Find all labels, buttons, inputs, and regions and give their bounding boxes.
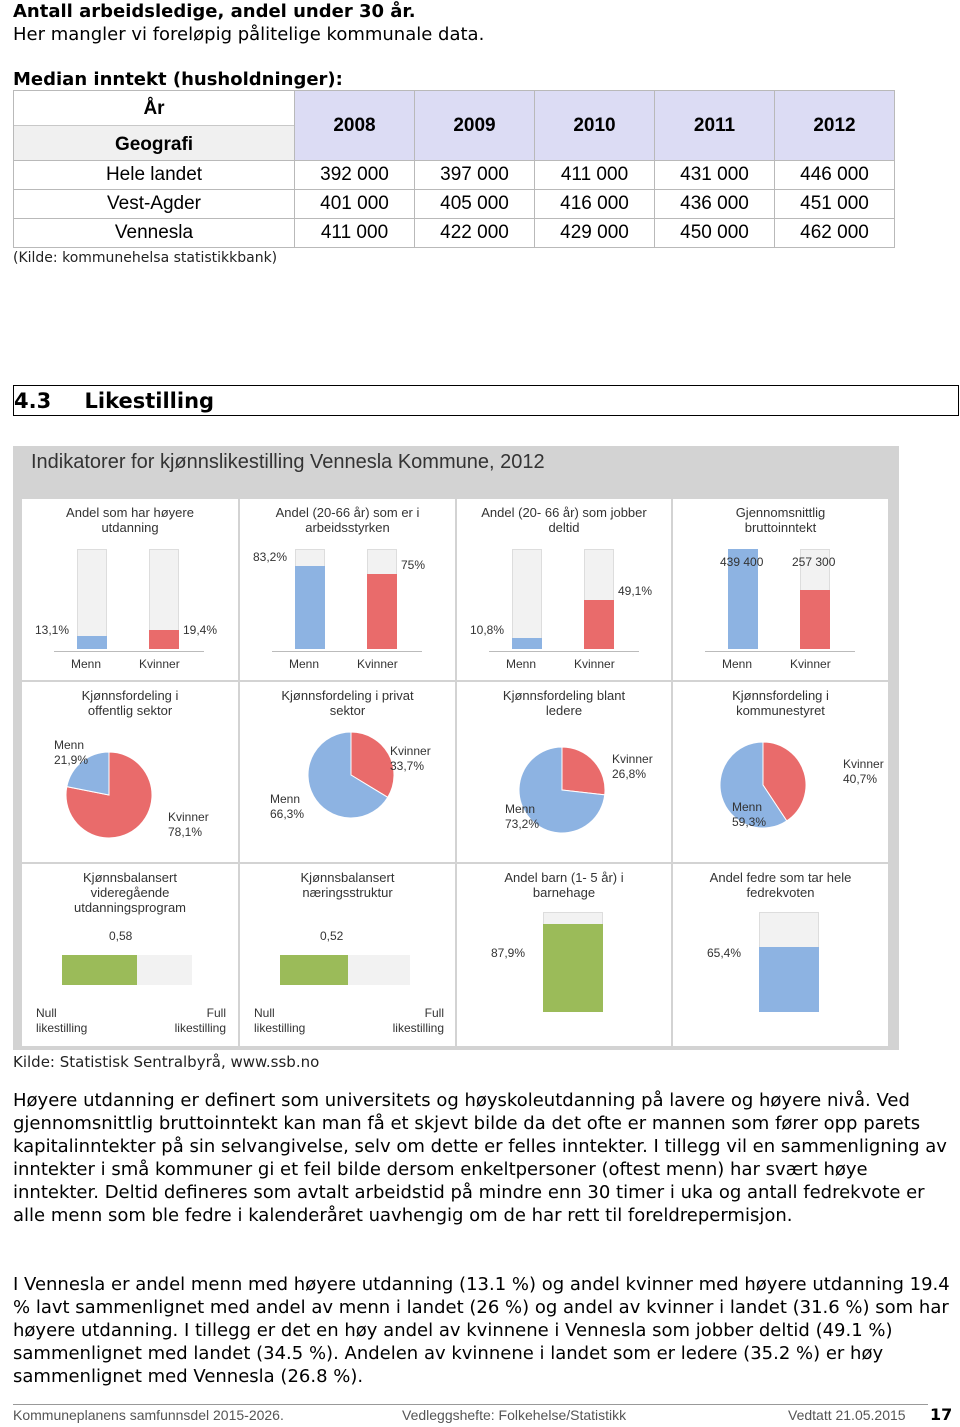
- indicator-cell: [22, 864, 238, 1046]
- table-cell: 392 000: [295, 161, 415, 190]
- bar-background: [512, 549, 542, 649]
- data-label: 13,1%: [35, 623, 70, 637]
- year-2008: 2008: [295, 91, 415, 161]
- table-cell: 431 000: [655, 161, 775, 190]
- bar-kvinner: [800, 590, 830, 649]
- table-cell: 416 000: [535, 190, 655, 219]
- x-label-kvinner: Kvinner: [357, 657, 398, 671]
- pie-value-kvinner: 40,7%: [843, 772, 878, 786]
- bar-menn: [512, 638, 542, 649]
- note-no-data: Her mangler vi foreløpig pålitelige kommunale data.: [13, 24, 485, 45]
- scale-high-label: Full likestilling: [174, 1006, 226, 1035]
- footer-rule: [13, 1404, 928, 1405]
- indicator-title: Kjønnsfordeling blant ledere: [502, 688, 626, 718]
- pie-value-menn: 59,3%: [732, 815, 767, 829]
- pie-label-kvinner: Kvinner: [843, 757, 884, 771]
- indicator-cell: [457, 864, 671, 1046]
- geography-header: Geografi: [14, 126, 294, 160]
- scale-fill: [280, 955, 348, 985]
- paragraph-vennesla: I Vennesla er andel menn med høyere utdanning (13.1 %) og andel kvinner med høyere utdanning 19.4 % lavt sammenlignet med andel av menn i landet (26 %) og andel av kvinner i landet (31.6 %) som har høyere utdanning. I tillegg er det en høy andel av kvinnene i Vennesla som jobber deltid (49.1 %) sammenlignet med landet (34.5 %). Andelen av kvinnene i landet som er ledere (35.2 %) er høy sammenlignet med Vennesla (26.8 %).: [13, 1274, 950, 1387]
- row-geo: Vest-Agder: [14, 190, 295, 219]
- pie-value-menn: 73,2%: [505, 817, 540, 831]
- indicator-cell: [673, 499, 888, 680]
- pie-label-menn: Menn: [732, 800, 763, 814]
- table-cell: 411 000: [295, 219, 415, 248]
- data-label: 439 400: [720, 555, 764, 569]
- section-heading: [13, 385, 959, 416]
- indicator-title: Andel barn (1- 5 år) i barnehage: [504, 870, 624, 900]
- bar-background: [77, 549, 107, 649]
- indicator-cell: [240, 864, 455, 1046]
- median-income-table: [13, 90, 895, 248]
- indicator-title: Kjønnsbalansert videregående utdanningsprogram: [73, 870, 187, 915]
- footer-right: Vedtatt 21.05.2015: [788, 1407, 906, 1423]
- table-cell: 436 000: [655, 190, 775, 219]
- scale-value: 0,58: [109, 929, 133, 943]
- indicator-title: Andel fedre som tar hele fedrekvoten: [709, 870, 852, 900]
- x-label-kvinner: Kvinner: [790, 657, 831, 671]
- indicator-cell: [673, 864, 888, 1046]
- bar-kvinner: [149, 630, 179, 649]
- indicator-cell: [22, 682, 238, 862]
- pie-label-kvinner: Kvinner: [390, 744, 431, 758]
- data-label: 19,4%: [183, 623, 218, 637]
- data-label: 257 300: [792, 555, 836, 569]
- indicator-title: Kjønnsbalansert næringsstruktur: [300, 870, 395, 900]
- x-label-kvinner: Kvinner: [574, 657, 615, 671]
- axis-line: [489, 651, 639, 652]
- pie-chart: [22, 682, 238, 863]
- indicator-cell: [457, 682, 671, 862]
- scale-low-label: Null likestilling: [36, 1006, 88, 1035]
- section-title: Likestilling: [84, 389, 215, 413]
- paragraph-definitions: Høyere utdanning er definert som universitets og høyskoleutdanning på lavere og høyere nivå. Ved gjennomsnittlig bruttoinntekt kan man få et skjevt bilde da det ofte er mannen som fører opp parets kapitalinntekter på sin selvangivelse, selv om dette er felles inntekter. I tillegg vil en sammenligning av inntekter i små kommuner gi et feil bilde dersom enkeltpersoner (oftest menn) har svært høye inntekter. Deltid defineres som avtalt arbeidstid på mindre enn 30 timer i uka og antall fedrekvote er alle menn som ble fedre i kalenderåret uavhengig om de har rett til foreldrepermisjon.: [13, 1090, 947, 1226]
- indicator-title: Kjønnsfordeling i privat sektor: [281, 688, 414, 718]
- column-fill: [543, 924, 603, 1012]
- table-corner-header: [14, 91, 295, 161]
- axis-line: [705, 651, 855, 652]
- infographic-title: Indikatorer for kjønnslikestilling Vennesla Kommune, 2012: [31, 451, 545, 473]
- table-row: [14, 219, 895, 248]
- pie-label-menn: Menn: [505, 802, 536, 816]
- table-cell: 397 000: [415, 161, 535, 190]
- pie-label-kvinner: Kvinner: [168, 810, 209, 824]
- data-label: 83,2%: [253, 550, 288, 564]
- table-cell: 446 000: [775, 161, 895, 190]
- x-label-menn: Menn: [722, 657, 753, 671]
- heading-unemployment: Antall arbeidsledige, andel under 30 år.: [13, 1, 416, 22]
- pie-label-kvinner: Kvinner: [612, 752, 653, 766]
- x-label-menn: Menn: [289, 657, 320, 671]
- indicator-cell: [240, 682, 455, 862]
- year-2012: 2012: [775, 91, 895, 161]
- year-2009: 2009: [415, 91, 535, 161]
- table-cell: 401 000: [295, 190, 415, 219]
- bar-kvinner: [367, 574, 397, 649]
- indicator-title: Andel (20-66 år) som er i arbeidsstyrken: [275, 505, 420, 535]
- column-fill: [759, 947, 819, 1012]
- indicator-cell: [457, 499, 671, 680]
- axis-line: [54, 651, 204, 652]
- column-value: 87,9%: [491, 946, 526, 960]
- x-label-menn: Menn: [71, 657, 102, 671]
- pie-slice-kvinner: [562, 747, 605, 795]
- data-label: 75%: [401, 558, 426, 572]
- scale-high-label: Full likestilling: [392, 1006, 444, 1035]
- indicator-cell: [22, 499, 238, 680]
- footer-left: Kommuneplanens samfunnsdel 2015-2026.: [13, 1407, 284, 1423]
- table-row: [14, 161, 895, 190]
- column-value: 65,4%: [707, 946, 742, 960]
- table-cell: 422 000: [415, 219, 535, 248]
- indicator-title: Gjennomsnittlig bruttoinntekt: [735, 505, 826, 535]
- gender-equality-infographic: [13, 446, 899, 1050]
- bar-kvinner: [584, 600, 614, 649]
- table-cell: 462 000: [775, 219, 895, 248]
- indicator-cell: [240, 499, 455, 680]
- pie-label-menn: Menn: [54, 738, 85, 752]
- table-row: [14, 190, 895, 219]
- table-cell: 450 000: [655, 219, 775, 248]
- median-income-title: Median inntekt (husholdninger):: [13, 69, 343, 90]
- page-number: 17: [930, 1405, 953, 1424]
- footer-mid: Vedleggshefte: Folkehelse/Statistikk: [402, 1407, 627, 1423]
- indicator-title: Kjønnsfordeling i kommunestyret: [732, 688, 829, 718]
- table-cell: 429 000: [535, 219, 655, 248]
- scale-low-label: Null likestilling: [254, 1006, 306, 1035]
- data-label: 10,8%: [470, 623, 505, 637]
- indicator-cell: [673, 682, 888, 862]
- year-2010: 2010: [535, 91, 655, 161]
- indicator-title: Kjønnsfordeling i offentlig sektor: [81, 688, 179, 718]
- table-cell: 411 000: [535, 161, 655, 190]
- scale-fill: [62, 955, 137, 985]
- data-label: 49,1%: [618, 584, 653, 598]
- bar-menn: [295, 566, 325, 649]
- pie-value-kvinner: 78,1%: [168, 825, 203, 839]
- pie-value-menn: 21,9%: [54, 753, 89, 767]
- x-label-kvinner: Kvinner: [139, 657, 180, 671]
- pie-label-menn: Menn: [270, 792, 301, 806]
- indicator-title: Andel som har høyere utdanning: [66, 505, 194, 535]
- infographic-source: Kilde: Statistisk Sentralbyrå, www.ssb.no: [13, 1053, 320, 1071]
- section-number: 4.3: [14, 389, 52, 413]
- scale-value: 0,52: [320, 929, 344, 943]
- indicator-title: Andel (20- 66 år) som jobber deltid: [481, 505, 647, 535]
- table-source: (Kilde: kommunehelsa statistikkbank): [13, 250, 278, 266]
- year-2011: 2011: [655, 91, 775, 161]
- year-header: År: [143, 98, 165, 119]
- pie-value-kvinner: 33,7%: [390, 759, 425, 773]
- row-geo: Hele landet: [14, 161, 295, 190]
- x-label-menn: Menn: [506, 657, 537, 671]
- table-cell: 451 000: [775, 190, 895, 219]
- axis-line: [272, 651, 422, 652]
- pie-value-kvinner: 26,8%: [612, 767, 647, 781]
- row-geo: Vennesla: [14, 219, 295, 248]
- bar-menn: [77, 636, 107, 649]
- table-cell: 405 000: [415, 190, 535, 219]
- pie-value-menn: 66,3%: [270, 807, 305, 821]
